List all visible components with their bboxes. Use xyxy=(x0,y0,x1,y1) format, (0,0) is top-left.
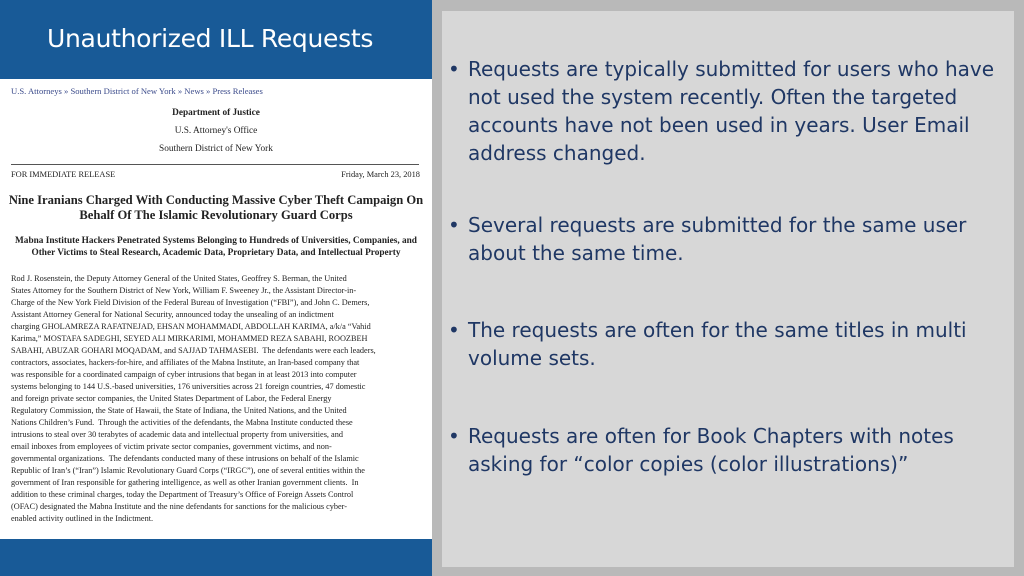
release-label: FOR IMMEDIATE RELEASE xyxy=(11,170,116,179)
department-heading: Department of Justice xyxy=(172,108,260,118)
bullet-text: Requests are often for Book Chapters with notes asking for “color copies (color illustrations)” xyxy=(468,424,954,476)
press-subheadline: Mabna Institute Hackers Penetrated Systems Belonging to Hundreds of Universities, Companies, and Other Victims to Steal Research, Academic Data, Proprietary Data, and Intellectual Property xyxy=(15,236,417,258)
press-body: Rod J. Rosenstein, the Deputy Attorney General of the United States, Geoffrey S. Berman, the United States Attorney for the Southern District of New York, William F. Sweeney Jr., the Assistant Director-in- Charge of the New York Field Division of the Federal Bureau of Investigation (“FBI”), and John C. Demers, Assistant Attorney General for National Security, announced today the unsealing of an indictment charging GHOLAMREZA RAFATNEJAD, EHSAN MOHAMMADI, ABDOLLAH KARIMA, a/k/a “Vahid Karima,” MOSTAFA SADEGHI, SEYED ALI MIRKARIMI, MOHAMMED REZA SABAHI, ROOZBEH SABAHI, ABUZAR GOHARI MOQADAM, and SAJJAD TAHMASEBI. The defendants were each leaders, contractors, associates, hackers-for-hire, and affiliates of the Mabna Institute, an Iran-based company that was responsible for a coordinated campaign of cyber intrusions that began in at least 2013 into computer systems belonging to 144 U.S.-based universities, 176 universities across 21 foreign countries, 47 domestic and foreign private sector companies, the United States Department of Labor, the Federal Energy Regulatory Commission, the State of Hawaii, the State of Indiana, the United Nations, and the United Nations Children’s Fund. Through the activities of the defendants, the Mabna Institute conducted these intrusions to steal over 30 terabytes of academic data and intellectual property from universities, and email inboxes from employees of victim private sector companies, government victims, and non- governmental organizations. The defendants conducted many of these intrusions on behalf of the Islamic Republic of Iran’s (“Iran”) Islamic Revolutionary Guard Corps (“IRGC”), one of several entities within the government of Iran responsible for gathering intelligence, as well as other Iranian government clients. In addition to these criminal charges, today the Department of Treasury’s Office of Foreign Assets Control (OFAC) designated the Mabna Institute and the nine defendants for sanctions for the malicious cyber- enabled activity outlined in the Indictment. xyxy=(11,274,376,523)
right-panel xyxy=(442,11,1014,567)
bullet-text: Requests are typically submitted for users who have not used the system recently. Often the targeted accounts have not been used in years. User Email address changed. xyxy=(468,57,995,165)
bullet-text: The requests are often for the same titles in multi volume sets. xyxy=(468,318,967,370)
bullet-text: Several requests are submitted for the same user about the same time. xyxy=(468,213,967,265)
press-release-screenshot xyxy=(0,79,432,539)
bullet-marker: • xyxy=(448,57,460,81)
bullet-marker: • xyxy=(448,318,460,342)
bullet-marker: • xyxy=(448,424,460,448)
office-heading: U.S. Attorney's Office xyxy=(174,126,258,136)
left-panel xyxy=(0,0,432,576)
press-headline: Nine Iranians Charged With Conducting Massive Cyber Theft Campaign On Behalf Of The Islamic Revolutionary Guard Corps xyxy=(8,193,424,222)
bullet-marker: • xyxy=(448,213,460,237)
breadcrumb: U.S. Attorneys » Southern District of New York » News » Press Releases xyxy=(11,86,263,96)
district-heading: Southern District of New York xyxy=(159,144,273,154)
release-date: Friday, March 23, 2018 xyxy=(341,170,420,179)
divider xyxy=(11,164,419,165)
slide-title: Unauthorized ILL Requests xyxy=(47,24,374,53)
